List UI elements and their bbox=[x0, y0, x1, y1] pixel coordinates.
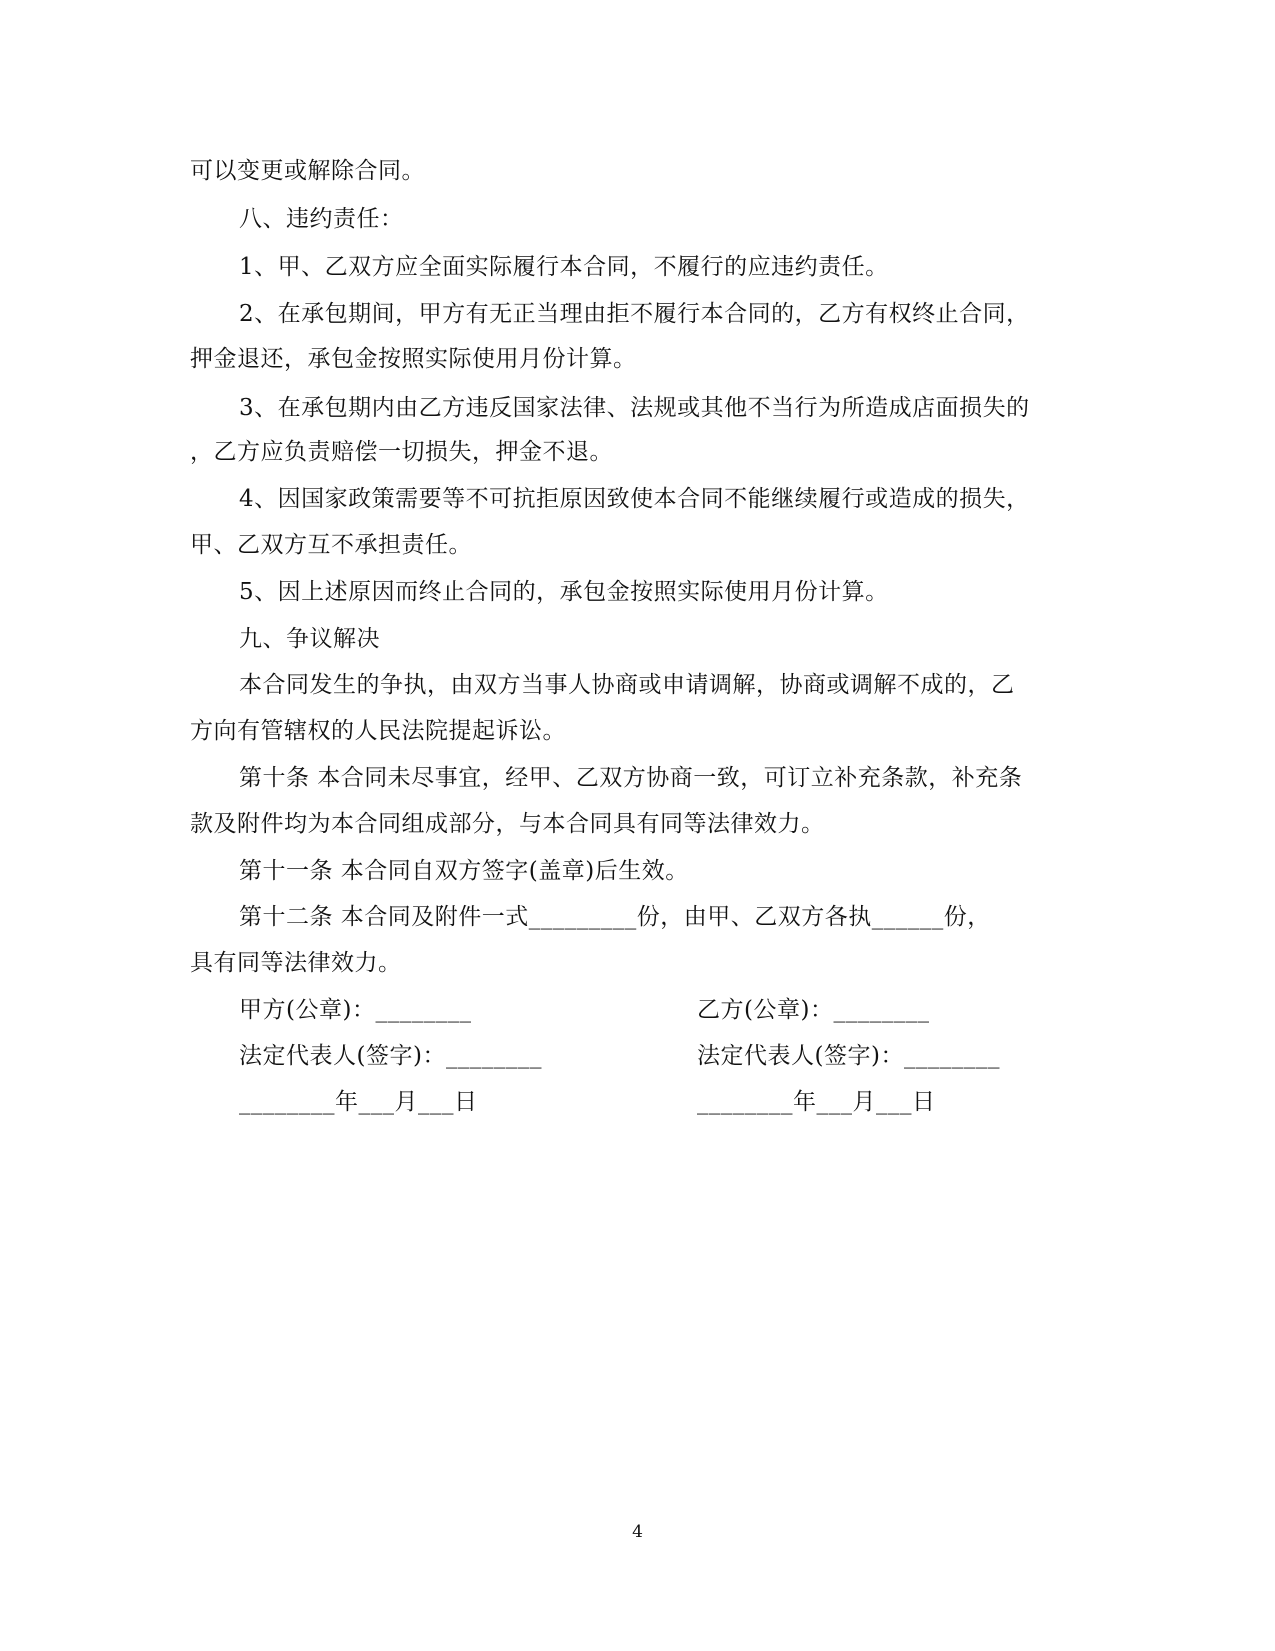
clause-line: 2、在承包期间，甲方有无正当理由拒不履行本合同的，乙方有权终止合同， bbox=[239, 301, 1030, 327]
page-number: 4 bbox=[632, 1522, 643, 1542]
clause-line: 4、因国家政策需要等不可抗拒原因致使本合同不能继续履行或造成的损失， bbox=[239, 486, 1030, 512]
party-b-date-field: ________年___月___日 bbox=[697, 1089, 936, 1115]
article-line: 款及附件均为本合同组成部分，与本合同具有同等法律效力。 bbox=[190, 811, 825, 837]
clause-line: 1、甲、乙双方应全面实际履行本合同，不履行的应违约责任。 bbox=[239, 254, 889, 280]
clause-line: 押金退还，承包金按照实际使用月份计算。 bbox=[190, 346, 637, 372]
clause-line: 方向有管辖权的人民法院提起诉讼。 bbox=[190, 718, 566, 744]
section-heading-breach: 八、违约责任： bbox=[239, 206, 404, 232]
clause-line: 甲、乙双方互不承担责任。 bbox=[190, 532, 472, 558]
party-b-rep-field: 法定代表人(签字)：________ bbox=[697, 1043, 1000, 1069]
party-a-rep-field: 法定代表人(签字)：________ bbox=[239, 1043, 542, 1069]
party-b-seal-field: 乙方(公章)：________ bbox=[697, 997, 930, 1023]
article-line: 第十二条 本合同及附件一式_________份，由甲、乙双方各执______份， bbox=[239, 904, 991, 930]
party-a-seal-field: 甲方(公章)：________ bbox=[239, 997, 472, 1023]
clause-line: 本合同发生的争执，由双方当事人协商或申请调解，协商或调解不成的，乙 bbox=[239, 672, 1015, 698]
article-line: 第十一条 本合同自双方签字(盖章)后生效。 bbox=[239, 858, 689, 884]
paragraph-line: 可以变更或解除合同。 bbox=[190, 158, 425, 184]
clause-line: ，乙方应负责赔偿一切损失，押金不退。 bbox=[190, 439, 613, 465]
clause-line: 3、在承包期内由乙方违反国家法律、法规或其他不当行为所造成店面损失的 bbox=[239, 395, 1030, 421]
article-line: 第十条 本合同未尽事宜，经甲、乙双方协商一致，可订立补充条款，补充条 bbox=[239, 765, 1023, 791]
party-a-date-field: ________年___月___日 bbox=[239, 1089, 478, 1115]
section-heading-dispute: 九、争议解决 bbox=[239, 626, 380, 652]
article-line: 具有同等法律效力。 bbox=[190, 950, 402, 976]
clause-line: 5、因上述原因而终止合同的，承包金按照实际使用月份计算。 bbox=[239, 579, 889, 605]
